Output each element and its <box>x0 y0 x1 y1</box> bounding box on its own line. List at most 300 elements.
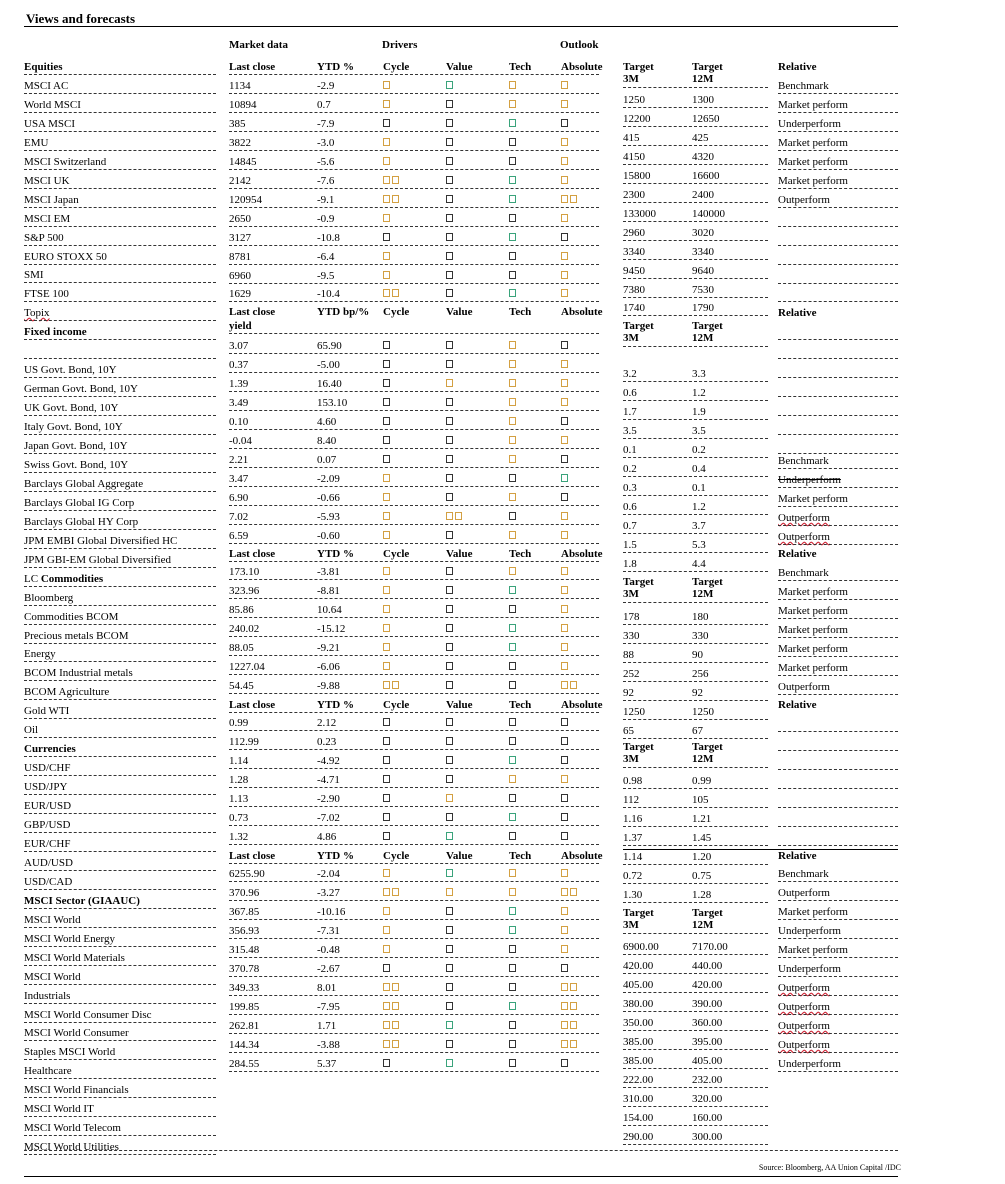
col-header-target-3m: Target <box>623 320 654 332</box>
signal-box-icon <box>561 681 568 689</box>
last-close-value: 85.86 <box>229 604 254 616</box>
col-header-cycle: Cycle <box>383 850 410 862</box>
cycle-signal <box>383 493 392 505</box>
row-divider <box>778 396 898 397</box>
col-header-absolute: Absolute <box>561 548 603 560</box>
signal-box-icon <box>446 157 453 165</box>
row-label: MSCI World Consumer <box>24 1027 129 1039</box>
last-close-value: 2.21 <box>229 454 249 466</box>
value-signal <box>446 832 455 844</box>
signal-box-icon <box>446 341 453 349</box>
signal-box-icon <box>561 100 568 108</box>
signal-box-icon <box>383 214 390 222</box>
row-divider <box>778 938 898 939</box>
signal-box-icon <box>561 512 568 520</box>
target-3m-value: 1.16 <box>623 813 643 825</box>
cycle-signal <box>383 643 392 655</box>
target-12m-value: 390.00 <box>692 998 723 1010</box>
row-divider <box>778 976 898 977</box>
target-12m-value: 4320 <box>692 151 714 163</box>
cycle-signal <box>383 1002 401 1014</box>
row-label: German Govt. Bond, 10Y <box>24 383 138 395</box>
signal-box-icon <box>392 983 399 991</box>
value-signal <box>446 1059 455 1071</box>
target-3m-value: 0.6 <box>623 387 637 399</box>
absolute-signal <box>561 138 570 150</box>
last-close-value: 144.34 <box>229 1039 260 1051</box>
absolute-signal <box>561 794 570 806</box>
signal-box-icon <box>561 455 568 463</box>
last-close-value: 0.99 <box>229 717 249 729</box>
cycle-signal <box>383 907 392 919</box>
col-header-absolute: Absolute <box>561 699 603 711</box>
row-divider <box>24 188 216 189</box>
signal-box-icon <box>509 493 516 501</box>
signal-box-icon <box>561 1002 568 1010</box>
row-divider <box>778 468 898 469</box>
ytd-value: -9.5 <box>317 270 335 282</box>
row-divider <box>623 1068 768 1069</box>
ytd-value: 5.37 <box>317 1058 337 1070</box>
row-divider <box>24 93 216 94</box>
signal-box-icon <box>509 907 516 915</box>
signal-box-icon <box>509 195 516 203</box>
target-12m-value: 140000 <box>692 208 725 220</box>
cycle-signal <box>383 1059 392 1071</box>
target-3m-value: 1250 <box>623 706 645 718</box>
row-divider <box>229 131 599 132</box>
last-close-value: 14845 <box>229 156 257 168</box>
target-12m-value: 1.2 <box>692 387 706 399</box>
signal-box-icon <box>446 398 453 406</box>
row-divider <box>24 813 216 814</box>
signal-box-icon <box>446 681 453 689</box>
tech-signal <box>509 1002 518 1014</box>
signal-box-icon <box>383 718 390 726</box>
signal-box-icon <box>509 1059 516 1067</box>
ytd-value: 4.60 <box>317 416 337 428</box>
signal-box-icon <box>446 81 453 89</box>
signal-box-icon <box>561 176 568 184</box>
row-divider <box>24 1040 216 1041</box>
signal-box-icon <box>561 869 568 877</box>
absolute-signal <box>561 474 570 486</box>
signal-box-icon <box>509 252 516 260</box>
row-label: World MSCI <box>24 99 81 111</box>
signal-box-icon <box>561 794 568 802</box>
row-label: MSCI Sector (GIAAUC) <box>24 895 140 907</box>
value-signal <box>446 138 455 150</box>
signal-box-icon <box>509 214 516 222</box>
signal-box-icon <box>446 214 453 222</box>
relative-value: Underperform <box>778 474 841 486</box>
target-3m-value: 385.00 <box>623 1055 654 1067</box>
row-label: MSCI World Telecom <box>24 1122 121 1134</box>
row-divider <box>24 927 216 928</box>
ytd-value: 0.07 <box>317 454 337 466</box>
absolute-signal <box>561 417 570 429</box>
relative-value: Market perform <box>778 137 848 149</box>
signal-box-icon <box>446 624 453 632</box>
row-divider <box>778 377 898 378</box>
row-divider <box>24 870 216 871</box>
ytd-value: 8.40 <box>317 435 337 447</box>
row-divider <box>623 297 768 298</box>
signal-box-icon <box>509 813 516 821</box>
row-label: Industrials <box>24 990 71 1002</box>
row-divider <box>778 150 898 151</box>
ytd-value: 16.40 <box>317 378 342 390</box>
signal-box-icon <box>570 1040 577 1048</box>
row-divider <box>778 339 898 340</box>
value-signal <box>446 341 455 353</box>
col-header-absolute: Absolute <box>561 850 603 862</box>
row-divider <box>229 995 599 996</box>
row-label: Barclays Global HY Corp <box>24 516 139 528</box>
row-label: USA MSCI <box>24 118 76 130</box>
signal-box-icon <box>446 832 453 840</box>
row-divider <box>229 957 599 958</box>
tech-signal <box>509 289 518 301</box>
signal-box-icon <box>446 493 453 501</box>
signal-box-icon <box>383 567 390 575</box>
row-divider <box>24 548 216 549</box>
col-header-relative: Relative <box>778 850 817 862</box>
col-header-tech: Tech <box>509 699 532 711</box>
row-label: EMU <box>24 137 49 149</box>
cycle-signal <box>383 531 392 543</box>
target-3m-value: 6900.00 <box>623 941 659 953</box>
row-divider <box>24 605 216 606</box>
target-3m-value: 133000 <box>623 208 656 220</box>
value-signal <box>446 605 455 617</box>
signal-box-icon <box>561 643 568 651</box>
signal-box-icon <box>570 1002 577 1010</box>
signal-box-icon <box>383 605 390 613</box>
signal-box-icon <box>383 176 390 184</box>
cycle-signal <box>383 775 392 787</box>
row-divider <box>24 680 216 681</box>
target-3m-value: 2300 <box>623 189 645 201</box>
row-divider <box>24 661 216 662</box>
col-header-target-12m: 12M <box>692 919 714 931</box>
tech-signal <box>509 737 518 749</box>
signal-box-icon <box>509 436 516 444</box>
cycle-signal <box>383 157 392 169</box>
ytd-value: 10.64 <box>317 604 342 616</box>
tech-signal <box>509 888 518 900</box>
tech-signal <box>509 81 518 93</box>
value-signal <box>446 233 455 245</box>
last-close-value: 6.59 <box>229 530 249 542</box>
absolute-signal <box>561 252 570 264</box>
row-divider <box>778 169 898 170</box>
target-12m-value: 5.3 <box>692 539 706 551</box>
signal-box-icon <box>383 398 390 406</box>
row-divider <box>623 259 768 260</box>
row-divider <box>229 749 599 750</box>
target-3m-value: 1.5 <box>623 539 637 551</box>
row-divider <box>229 919 599 920</box>
row-divider <box>24 339 216 340</box>
row-divider <box>623 126 768 127</box>
value-signal <box>446 681 455 693</box>
value-signal <box>446 474 455 486</box>
row-label: US Govt. Bond, 10Y <box>24 364 117 376</box>
signal-box-icon <box>509 945 516 953</box>
target-3m-value: 222.00 <box>623 1074 654 1086</box>
tech-signal <box>509 718 518 730</box>
relative-value: Outperform <box>778 887 830 899</box>
tech-signal <box>509 567 518 579</box>
tech-signal <box>509 379 518 391</box>
tech-signal <box>509 756 518 768</box>
row-label: MSCI World <box>24 971 81 983</box>
value-signal <box>446 195 455 207</box>
ytd-value: -7.31 <box>317 925 340 937</box>
signal-box-icon <box>383 379 390 387</box>
row-divider <box>623 1011 768 1012</box>
target-12m-value: 420.00 <box>692 979 723 991</box>
row-divider <box>778 264 898 265</box>
signal-box-icon <box>561 233 568 241</box>
row-divider <box>229 598 599 599</box>
row-divider <box>623 278 768 279</box>
row-label: AUD/USD <box>24 857 73 869</box>
tech-signal <box>509 983 518 995</box>
target-12m-value: 1300 <box>692 94 714 106</box>
target-3m-value: 405.00 <box>623 979 654 991</box>
signal-box-icon <box>446 531 453 539</box>
signal-box-icon <box>383 1002 390 1010</box>
signal-box-icon <box>383 926 390 934</box>
relative-value: Market perform <box>778 586 848 598</box>
row-divider <box>623 681 768 682</box>
signal-box-icon <box>383 289 390 297</box>
target-3m-value: 1.37 <box>623 832 643 844</box>
row-label: JPM EMBI Global Diversified HC <box>24 535 178 547</box>
target-12m-value: 0.75 <box>692 870 712 882</box>
target-12m-value: 0.2 <box>692 444 706 456</box>
target-3m-value: 178 <box>623 611 640 623</box>
row-divider <box>778 1071 898 1072</box>
target-3m-value: 1.30 <box>623 889 643 901</box>
target-3m-value: 112 <box>623 794 640 806</box>
row-divider <box>778 525 898 526</box>
tech-signal <box>509 233 518 245</box>
target-3m-value: 385.00 <box>623 1036 654 1048</box>
signal-box-icon <box>561 586 568 594</box>
row-label: MSCI UK <box>24 175 70 187</box>
relative-value: Benchmark <box>778 868 829 880</box>
value-signal <box>446 756 455 768</box>
row-divider <box>229 264 599 265</box>
relative-value: Benchmark <box>778 567 829 579</box>
ytd-value: 0.23 <box>317 736 337 748</box>
absolute-signal <box>561 214 570 226</box>
signal-box-icon <box>383 869 390 877</box>
cycle-signal <box>383 869 392 881</box>
signal-box-icon <box>446 195 453 203</box>
value-signal <box>446 417 455 429</box>
target-3m-value: 0.7 <box>623 520 637 532</box>
relative-value: Market perform <box>778 175 848 187</box>
row-divider <box>623 788 768 789</box>
col-header-value: Value <box>446 699 473 711</box>
signal-box-icon <box>570 195 577 203</box>
target-3m-value: 1.8 <box>623 558 637 570</box>
signal-box-icon <box>509 81 516 89</box>
last-close-value: 1134 <box>229 80 251 92</box>
row-divider <box>24 472 216 473</box>
signal-box-icon <box>561 436 568 444</box>
ytd-value: -2.90 <box>317 793 340 805</box>
last-close-value: 0.73 <box>229 812 249 824</box>
row-divider <box>229 301 599 302</box>
row-label: JPM GBI-EM Global Diversified <box>24 554 171 566</box>
absolute-signal <box>561 737 570 749</box>
target-3m-value: 2960 <box>623 227 645 239</box>
row-divider <box>623 973 768 974</box>
row-divider <box>24 775 216 776</box>
row-divider <box>24 699 216 700</box>
row-divider <box>24 510 216 511</box>
row-divider <box>24 756 216 757</box>
row-divider <box>229 768 599 769</box>
absolute-signal <box>561 775 570 787</box>
target-3m-value: 4150 <box>623 151 645 163</box>
target-3m-value: 65 <box>623 725 634 737</box>
row-divider <box>778 694 898 695</box>
value-signal <box>446 794 455 806</box>
row-label: Equities <box>24 61 63 73</box>
signal-box-icon <box>509 794 516 802</box>
row-divider <box>229 900 599 901</box>
signal-box-icon <box>383 100 390 108</box>
col-header-absolute: Absolute <box>561 61 603 73</box>
col-header-target-3m: Target <box>623 907 654 919</box>
signal-box-icon <box>383 119 390 127</box>
signal-box-icon <box>561 605 568 613</box>
row-divider <box>24 1116 216 1117</box>
absolute-signal <box>561 1040 579 1052</box>
col-header-value: Value <box>446 61 473 73</box>
target-3m-value: 330 <box>623 630 640 642</box>
signal-box-icon <box>509 775 516 783</box>
col-header-ytd: YTD % <box>317 61 354 73</box>
row-divider <box>623 107 768 108</box>
row-label: FTSE 100 <box>24 288 69 300</box>
signal-box-icon <box>509 888 516 896</box>
absolute-signal <box>561 926 570 938</box>
absolute-signal <box>561 832 570 844</box>
signal-box-icon <box>446 1040 453 1048</box>
row-divider <box>229 467 599 468</box>
row-divider <box>623 514 768 515</box>
value-signal <box>446 888 455 900</box>
ytd-value: -2.67 <box>317 963 340 975</box>
col-header-ytd: YTD % <box>317 699 354 711</box>
row-divider <box>778 245 898 246</box>
row-label: Oil <box>24 724 39 736</box>
row-divider <box>24 301 216 302</box>
row-divider <box>623 1030 768 1031</box>
absolute-signal <box>561 888 579 900</box>
target-12m-value: 7170.00 <box>692 941 728 953</box>
absolute-signal <box>561 718 570 730</box>
target-3m-value: 154.00 <box>623 1112 654 1124</box>
signal-box-icon <box>570 681 577 689</box>
bottom-rule <box>24 1176 898 1177</box>
cycle-signal <box>383 756 392 768</box>
value-signal <box>446 662 455 674</box>
row-divider <box>229 448 599 449</box>
row-label: MSCI World Energy <box>24 933 115 945</box>
row-label: BCOM Industrial metals <box>24 667 133 679</box>
cycle-signal <box>383 964 392 976</box>
row-label: EUR/USD <box>24 800 72 812</box>
cycle-signal <box>383 289 401 301</box>
ytd-value: -6.06 <box>317 661 340 673</box>
target-3m-value: 3.5 <box>623 425 637 437</box>
absolute-signal <box>561 233 570 245</box>
target-12m-value: 232.00 <box>692 1074 723 1086</box>
row-divider <box>778 900 898 901</box>
signal-box-icon <box>561 157 568 165</box>
row-divider <box>778 618 898 619</box>
signal-box-icon <box>561 567 568 575</box>
target-12m-value: 1.20 <box>692 851 712 863</box>
col-header-target-12m: Target <box>692 576 723 588</box>
signal-box-icon <box>383 436 390 444</box>
col-header-target-12m: Target <box>692 320 723 332</box>
tech-signal <box>509 813 518 825</box>
group-header-market-data: Market data <box>229 39 288 51</box>
signal-box-icon <box>455 512 462 520</box>
row-label: Precious metals BCOM <box>24 630 129 642</box>
row-divider <box>623 624 768 625</box>
value-signal <box>446 271 455 283</box>
signal-box-icon <box>561 888 568 896</box>
target-12m-value: 1.2 <box>692 501 706 513</box>
target-3m-value: 15800 <box>623 170 651 182</box>
absolute-signal <box>561 398 570 410</box>
signal-box-icon <box>383 1021 390 1029</box>
row-divider <box>623 419 768 420</box>
row-label: MSCI World <box>24 914 81 926</box>
target-12m-value: 16600 <box>692 170 720 182</box>
target-3m-value: 9450 <box>623 265 645 277</box>
row-divider <box>623 164 768 165</box>
row-divider <box>778 769 898 770</box>
row-divider <box>623 845 768 846</box>
row-label: Gold WTI <box>24 705 70 717</box>
row-divider <box>24 794 216 795</box>
ytd-value: -7.6 <box>317 175 335 187</box>
row-divider <box>229 863 599 864</box>
row-divider <box>24 946 216 947</box>
signal-box-icon <box>509 567 516 575</box>
cycle-signal <box>383 119 392 131</box>
row-divider <box>623 883 768 884</box>
signal-box-icon <box>446 964 453 972</box>
value-signal <box>446 1002 455 1014</box>
value-signal <box>446 718 455 730</box>
target-12m-value: 1.28 <box>692 889 712 901</box>
signal-box-icon <box>383 662 390 670</box>
target-3m-value: 1.7 <box>623 406 637 418</box>
target-3m-value: 1250 <box>623 94 645 106</box>
